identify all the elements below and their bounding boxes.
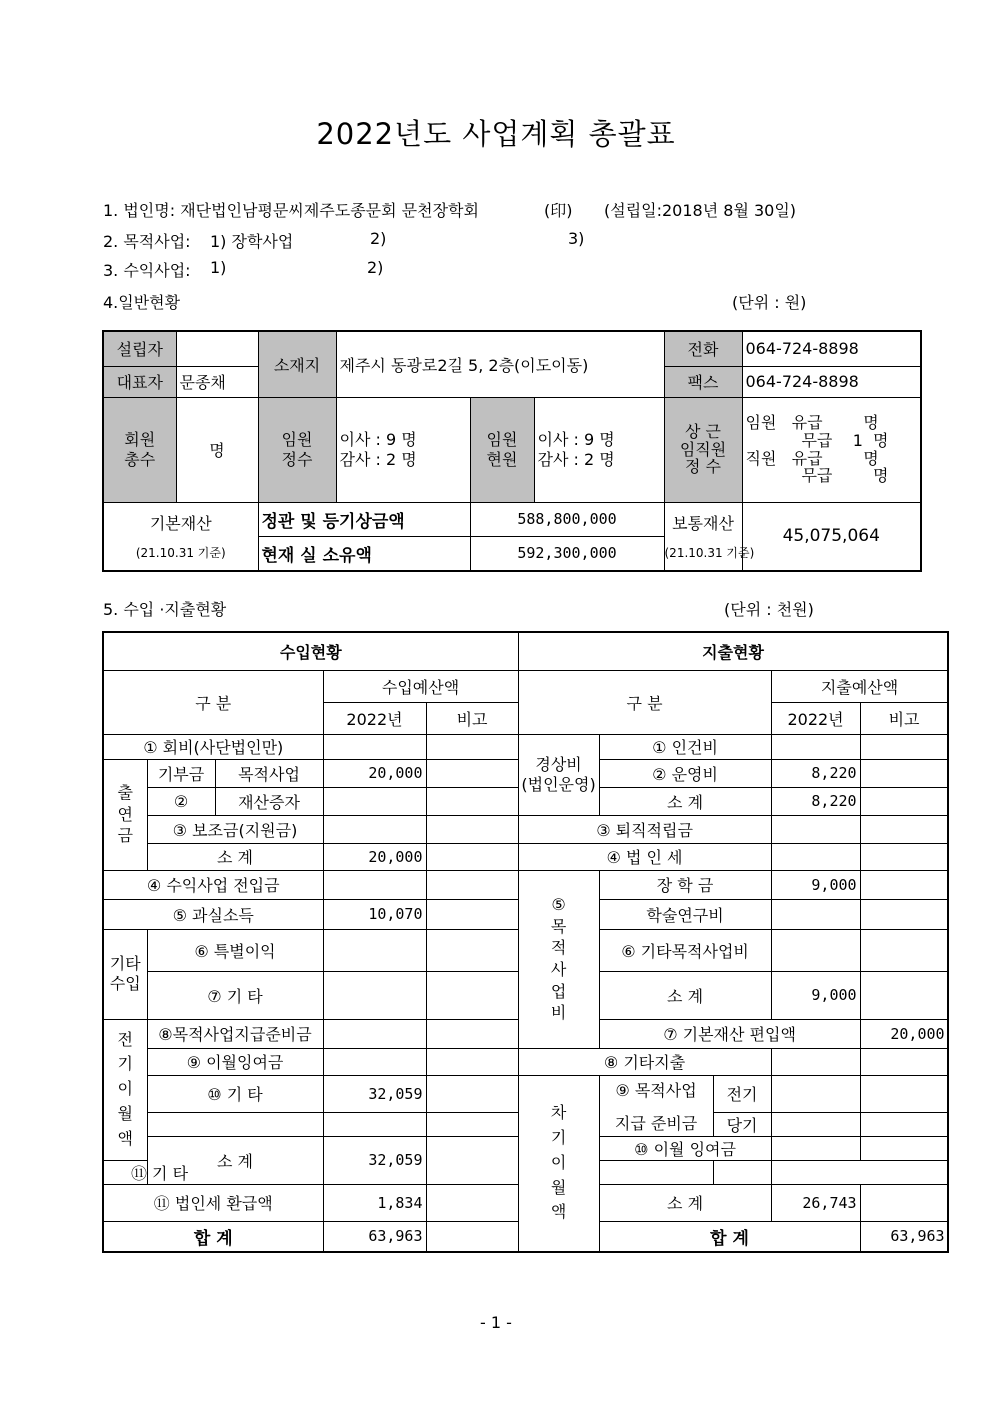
fax-label: 팩스 <box>664 366 742 397</box>
income-note-header: 비고 <box>426 702 518 734</box>
income-category-header: 구 분 <box>103 670 323 734</box>
founder-value <box>176 331 258 366</box>
inc-contrib-subtotal-note <box>426 843 518 870</box>
expense-header: 지출현황 <box>518 632 948 670</box>
inc-dues-note <box>426 734 518 759</box>
exp-purpose-subtotal-label: 소 계 <box>599 971 771 1019</box>
exp-severance-value <box>771 815 860 843</box>
purpose-2: 2) <box>370 229 387 248</box>
purpose-1: 1) 장학사업 <box>210 232 294 251</box>
inc-subsidy-note <box>426 815 518 843</box>
inc-purpose-biz-note <box>426 759 518 787</box>
inc-other-rev-label: 기타 수입 <box>103 929 147 1019</box>
exp-opex-subtotal-label: 소 계 <box>599 787 771 815</box>
revenue-1: 1) <box>210 258 227 277</box>
inc-surplus-note <box>426 1048 518 1075</box>
quota-label: 임원 정수 <box>258 397 336 502</box>
staff-value: 임원 유급 명 무급 1 명 직원 유급 명 무급 명 <box>742 397 921 502</box>
rep-label: 대표자 <box>103 366 176 397</box>
expense-budget-header: 지출예산액 <box>771 670 948 702</box>
exp-other-exp-value <box>771 1048 860 1075</box>
inc-etc-value <box>323 971 426 1019</box>
current-label: 임원 현원 <box>470 397 534 502</box>
exp-scholarship-value: 9,000 <box>771 870 860 899</box>
section-5-title: 5. 수입 ·지출현황 <box>103 600 227 619</box>
exp-next-carry-label: 차 기 이 월 액 <box>518 1075 599 1252</box>
exp-corp-tax-note <box>860 843 948 870</box>
seal-mark: (印) <box>544 201 573 220</box>
exp-operation-note <box>860 759 948 787</box>
exp-corp-tax-value <box>771 843 860 870</box>
inc-blank-label <box>147 1112 323 1136</box>
exp-etc-value <box>599 1160 713 1184</box>
exp-reserve-prev-value <box>771 1075 860 1112</box>
exp-research-value <box>771 899 860 929</box>
inc-reserve-value <box>323 1019 426 1048</box>
normal-asset-label: 보통재산 <box>672 514 734 534</box>
inc-carry-etc-label: ⑩ 기 타 <box>147 1075 323 1112</box>
corp-name: 1. 법인명: 재단법인남평문씨제주도종문회 문천장학회 <box>103 201 479 220</box>
inc-excess-value: 10,070 <box>323 899 426 929</box>
inc-transfer-value <box>323 870 426 899</box>
exp-etc-label: ⑪ 기 타 <box>103 1160 215 1184</box>
purpose-3: 3) <box>568 229 585 248</box>
exp-personnel-note <box>860 734 948 759</box>
exp-basic-asset-label: ⑦ 기본재산 편입액 <box>599 1019 860 1048</box>
current-value: 이사 : 9 명 감사 : 2 명 <box>534 397 664 502</box>
inc-carry-label: 전 기 이 월 액 <box>103 1019 147 1160</box>
inc-total-label: 합 계 <box>103 1221 323 1252</box>
page-title: 2022년도 사업계획 총괄표 <box>316 117 676 151</box>
exp-purpose-label: ⑤ 목 적 사 업 비 <box>518 870 599 1048</box>
founder-label: 설립자 <box>103 331 176 366</box>
exp-corp-tax-label: ④ 법 인 세 <box>518 843 771 870</box>
inc-total-note <box>426 1221 518 1252</box>
inc-donation-label: 기부금 <box>147 759 215 787</box>
inc-carry-subtotal-value: 32,059 <box>323 1136 426 1184</box>
revenue-2: 2) <box>367 258 384 277</box>
exp-surplus-value <box>771 1136 860 1160</box>
exp-purpose-subtotal-value: 9,000 <box>771 971 860 1019</box>
inc-purpose-biz-value: 20,000 <box>323 759 426 787</box>
location-value: 제주시 동광로2길 5, 2층(이도이동) <box>336 331 664 397</box>
exp-surplus-note <box>860 1136 948 1160</box>
exp-severance-note <box>860 815 948 843</box>
inc-contrib-label: 출 연 금 <box>103 759 147 870</box>
inc-reserve-note <box>426 1019 518 1048</box>
inc-tax-refund-note <box>426 1184 518 1221</box>
exp-reserve-curr-note <box>860 1112 948 1136</box>
inc-tax-refund-label: ⑪ 법인세 환급액 <box>103 1184 323 1221</box>
exp-surplus-label: ⑩ 이월 잉여금 <box>599 1136 771 1160</box>
inc-carry-etc-note <box>426 1075 518 1112</box>
location-label: 소재지 <box>258 331 336 397</box>
exp-total-label: 합 계 <box>599 1221 860 1252</box>
exp-severance-label: ③ 퇴직적립금 <box>518 815 771 843</box>
exp-operation-value: 8,220 <box>771 759 860 787</box>
normal-asset-value: 45,075,064 <box>742 502 921 571</box>
income-header: 수입현황 <box>103 632 518 670</box>
expense-note-header: 비고 <box>860 702 948 734</box>
inc-asset-inc-value <box>323 787 426 815</box>
exp-purpose-subtotal-note <box>860 971 948 1019</box>
basic-asset-date: (21.10.31 기준) <box>135 546 226 561</box>
inc-special-label: ⑥ 특별이익 <box>147 929 323 971</box>
revenue-label: 3. 수익사업: <box>103 261 191 280</box>
inc-purpose-biz-label: 목적사업 <box>215 759 323 787</box>
purpose-label: 2. 목적사업: <box>103 232 191 251</box>
exp-next-subtotal-note <box>860 1184 948 1221</box>
exp-opex-subtotal-value: 8,220 <box>771 787 860 815</box>
inc-dues-label: ① 회비(사단법인만) <box>103 734 323 759</box>
inc-etc-label: ⑦ 기 타 <box>147 971 323 1019</box>
inc-subsidy-label: ③ 보조금(지원금) <box>147 815 323 843</box>
section-4-unit: (단위 : 원) <box>732 293 807 312</box>
exp-operation-label: ② 운영비 <box>599 759 771 787</box>
inc-subsidy-value <box>323 815 426 843</box>
basic-reg-value: 588,800,000 <box>470 502 664 536</box>
income-year-header: 2022년 <box>323 702 426 734</box>
normal-asset-date: (21.10.31 기준) <box>664 546 755 561</box>
inc-asset-inc-note <box>426 787 518 815</box>
exp-scholarship-label: 장 학 금 <box>599 870 771 899</box>
inc-total-value: 63,963 <box>323 1221 426 1252</box>
members-value: 명 <box>176 397 258 502</box>
exp-personnel-value <box>771 734 860 759</box>
exp-other-exp-note <box>860 1048 948 1075</box>
phone-label: 전화 <box>664 331 742 366</box>
exp-reserve-curr-value <box>771 1112 860 1136</box>
exp-next-subtotal-value: 26,743 <box>771 1184 860 1221</box>
general-status-table <box>102 330 922 572</box>
members-label: 회원 총수 <box>103 397 176 502</box>
inc-tax-refund-value: 1,834 <box>323 1184 426 1221</box>
basic-own-value: 592,300,000 <box>470 536 664 571</box>
exp-other-purpose-note <box>860 929 948 971</box>
exp-other-purpose-value <box>771 929 860 971</box>
inc-excess-note <box>426 899 518 929</box>
exp-reserve-line1: ⑨ 목적사업 <box>615 1080 697 1100</box>
expense-year-header: 2022년 <box>771 702 860 734</box>
income-budget-header: 수입예산액 <box>323 670 518 702</box>
inc-surplus-label: ⑨ 이월잉여금 <box>147 1048 323 1075</box>
basic-asset-label: 기본재산 <box>149 514 212 534</box>
exp-basic-asset-value: 20,000 <box>860 1019 948 1048</box>
exp-reserve-line2: 지급 준비금 <box>614 1113 698 1133</box>
exp-other-purpose-label: ⑥ 기타목적사업비 <box>599 929 771 971</box>
exp-reserve-curr-label: 당기 <box>713 1112 771 1136</box>
inc-contrib-subtotal-value: 20,000 <box>323 843 426 870</box>
exp-research-note <box>860 899 948 929</box>
inc-blank-note <box>426 1112 518 1136</box>
exp-reserve-prev-label: 전기 <box>713 1075 771 1112</box>
phone-value: 064-724-8898 <box>742 331 921 366</box>
section-4-title: 4.일반현황 <box>103 293 181 312</box>
staff-label: 상 근 임직원 정 수 <box>664 397 742 502</box>
inc-transfer-note <box>426 870 518 899</box>
exp-personnel-label: ① 인건비 <box>599 734 771 759</box>
normal-asset-cell <box>664 502 755 571</box>
inc-circle2-label: ② <box>147 787 215 815</box>
inc-carry-subtotal-label: 소 계 <box>147 1136 323 1184</box>
page-number: - 1 - <box>480 1313 512 1332</box>
inc-carry-etc-value: 32,059 <box>323 1075 426 1112</box>
inc-special-note <box>426 929 518 971</box>
exp-research-label: 학술연구비 <box>599 899 771 929</box>
inc-etc-note <box>426 971 518 1019</box>
expense-category-header: 구 분 <box>518 670 771 734</box>
exp-scholarship-note <box>860 870 948 899</box>
exp-opex-label: 경상비 (법인운영) <box>518 734 599 815</box>
inc-surplus-value <box>323 1048 426 1075</box>
exp-other-exp-label: ⑧ 기타지출 <box>518 1048 771 1075</box>
exp-opex-subtotal-note <box>860 787 948 815</box>
income-expense-table <box>102 631 949 1253</box>
inc-excess-label: ⑤ 과실소득 <box>103 899 323 929</box>
rep-value: 문종채 <box>176 366 258 397</box>
fax-value: 064-724-8898 <box>742 366 921 397</box>
section-5-unit: (단위 : 천원) <box>724 600 814 619</box>
basic-reg-label: 정관 및 등기상금액 <box>258 502 470 536</box>
founded-date: (설립일:2018년 8월 30일) <box>604 201 797 220</box>
quota-value: 이사 : 9 명 감사 : 2 명 <box>336 397 470 502</box>
inc-blank-value <box>323 1112 426 1136</box>
inc-carry-subtotal-note <box>426 1136 518 1184</box>
exp-etc-note <box>713 1160 771 1184</box>
inc-reserve-label: ⑧목적사업지급준비금 <box>147 1019 323 1048</box>
inc-dues-value <box>323 734 426 759</box>
basic-own-label: 현재 실 소유액 <box>258 536 470 571</box>
inc-transfer-label: ④ 수익사업 전입금 <box>103 870 323 899</box>
exp-total-value: 63,963 <box>860 1221 948 1252</box>
exp-reserve-prev-note <box>860 1075 948 1112</box>
exp-next-subtotal-label: 소 계 <box>599 1184 771 1221</box>
inc-asset-inc-label: 재산증자 <box>215 787 323 815</box>
inc-contrib-subtotal-label: 소 계 <box>147 843 323 870</box>
inc-special-value <box>323 929 426 971</box>
basic-asset-cell <box>103 502 258 571</box>
exp-reserve-label <box>599 1075 713 1136</box>
